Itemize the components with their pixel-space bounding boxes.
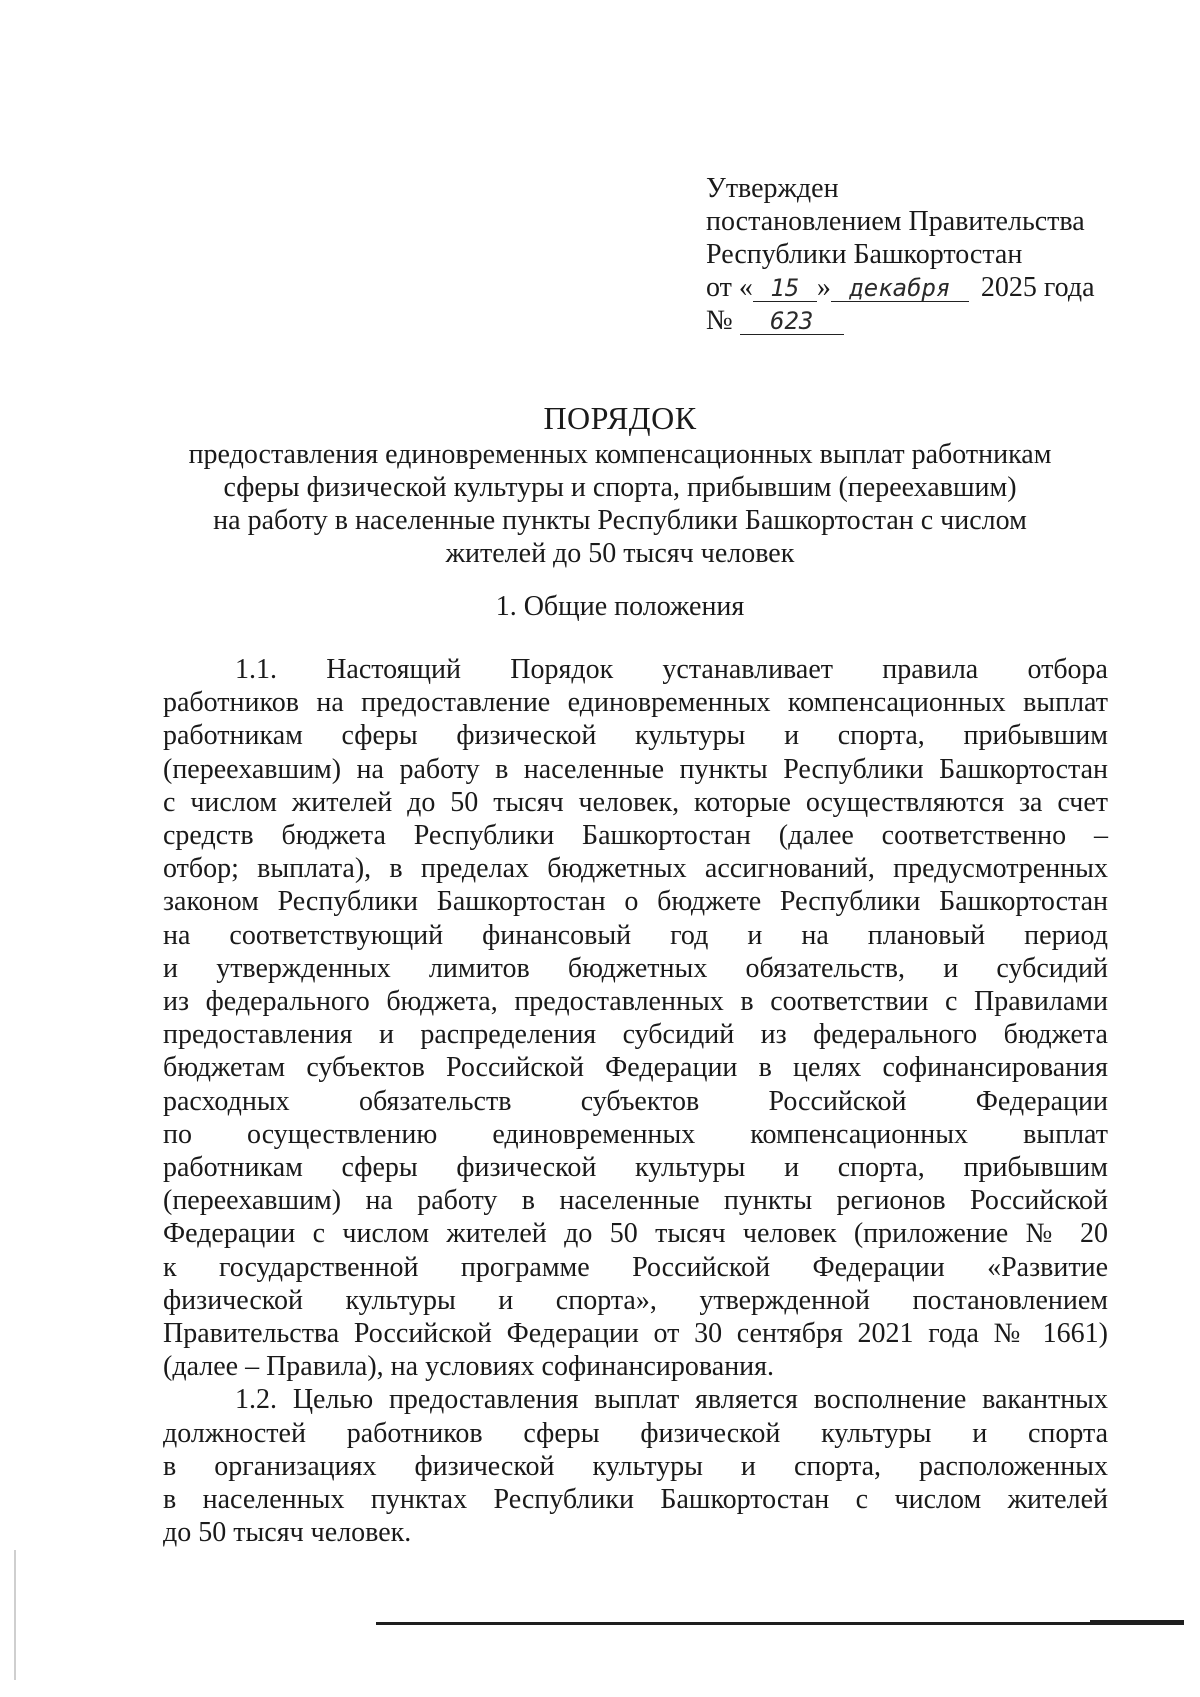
approval-line-republic: Республики Башкортостан [706, 239, 1023, 270]
subtitle-line: сферы физической культуры и спорта, прибывшим (переехавшим) [223, 472, 1017, 503]
text-line: расходных обязательств субъектов Российской Федерации [163, 1085, 1108, 1117]
text-line: с числом жителей до 50 тысяч человек, которые осуществляются за счет [163, 786, 1108, 818]
text-line: и утвержденных лимитов бюджетных обязательств, и субсидий [163, 952, 1108, 984]
handwritten-month: декабря [831, 275, 969, 302]
date-quote-close: » [816, 272, 831, 303]
approval-line-approved: Утвержден [706, 173, 839, 204]
subtitle-line: на работу в населенные пункты Республики Башкортостан с числом [213, 505, 1027, 536]
text-line: работников на предоставление единовременных компенсационных выплат [163, 687, 1108, 719]
title-block [150, 400, 1090, 570]
scan-edge-mark [14, 1550, 16, 1680]
number-sign: № [706, 305, 733, 336]
paragraph-1-1 [163, 653, 1108, 1383]
text-line: физической культуры и спорта», утвержденной постановлением [163, 1284, 1108, 1316]
text-line: Правительства Российской Федерации от 30 сентября 2021 года № 1661) [163, 1318, 1108, 1350]
document-subtitle [150, 438, 1090, 570]
text-line: предоставления и распределения субсидий из федерального бюджета [163, 1019, 1108, 1051]
subtitle-line: жителей до 50 тысяч человек [445, 538, 795, 569]
text-line: работникам сферы физической культуры и спорта, прибывшим [163, 720, 1108, 752]
bottom-rule [376, 1622, 1184, 1625]
text-line: законом Республики Башкортостан о бюджете Республики Башкортостан [163, 886, 1108, 918]
handwritten-number: 623 [740, 308, 844, 335]
section-heading: 1. Общие положения [495, 591, 745, 622]
text-line: до 50 тысяч человек. [163, 1517, 412, 1549]
approval-line-resolution: постановлением Правительства [706, 206, 1085, 237]
text-line: на соответствующий финансовый год и на плановый период [163, 919, 1108, 951]
text-line: (далее – Правила), на условиях софинансирования. [163, 1351, 775, 1383]
handwritten-day: 15 [753, 275, 817, 302]
approval-number-line [706, 304, 1146, 337]
approval-block [706, 172, 1146, 337]
text-line: в населенных пунктах Республики Башкортостан с числом жителей [163, 1484, 1108, 1516]
text-line: к государственной программе Российской Федерации «Развитие [163, 1251, 1108, 1283]
body-text [163, 653, 1108, 1549]
bottom-rule-end [1090, 1620, 1184, 1625]
text-line: Федерации с числом жителей до 50 тысяч человек (приложение № 20 [163, 1218, 1108, 1250]
text-line: средств бюджета Республики Башкортостан (далее соответственно – [163, 820, 1108, 852]
date-prefix: от « [706, 272, 753, 303]
text-line: бюджетам субъектов Российской Федерации в целях софинансирования [163, 1052, 1108, 1084]
paragraph-1-2 [163, 1383, 1108, 1549]
text-line: из федерального бюджета, предоставленных в соответствии с Правилами [163, 986, 1108, 1018]
approval-date-line [706, 271, 1146, 304]
text-line: 1.1. Настоящий Порядок устанавливает правила отбора [235, 654, 1108, 685]
text-line: по осуществлению единовременных компенсационных выплат [163, 1118, 1108, 1150]
text-line: отбор; выплата), в пределах бюджетных ассигнований, предусмотренных [163, 853, 1108, 885]
document-title: ПОРЯДОК [543, 400, 697, 436]
date-year: 2025 года [980, 272, 1095, 303]
text-line: (переехавшим) на работу в населенные пункты Республики Башкортостан [163, 753, 1108, 785]
subtitle-line: предоставления единовременных компенсационных выплат работникам [188, 439, 1052, 470]
text-line: должностей работников сферы физической культуры и спорта [163, 1417, 1108, 1449]
text-line: 1.2. Целью предоставления выплат является восполнение вакантных [235, 1384, 1108, 1416]
text-line: работникам сферы физической культуры и спорта, прибывшим [163, 1152, 1108, 1184]
text-line: (переехавшим) на работу в населенные пункты регионов Российской [163, 1185, 1108, 1217]
text-line: в организациях физической культуры и спорта, расположенных [163, 1450, 1108, 1482]
